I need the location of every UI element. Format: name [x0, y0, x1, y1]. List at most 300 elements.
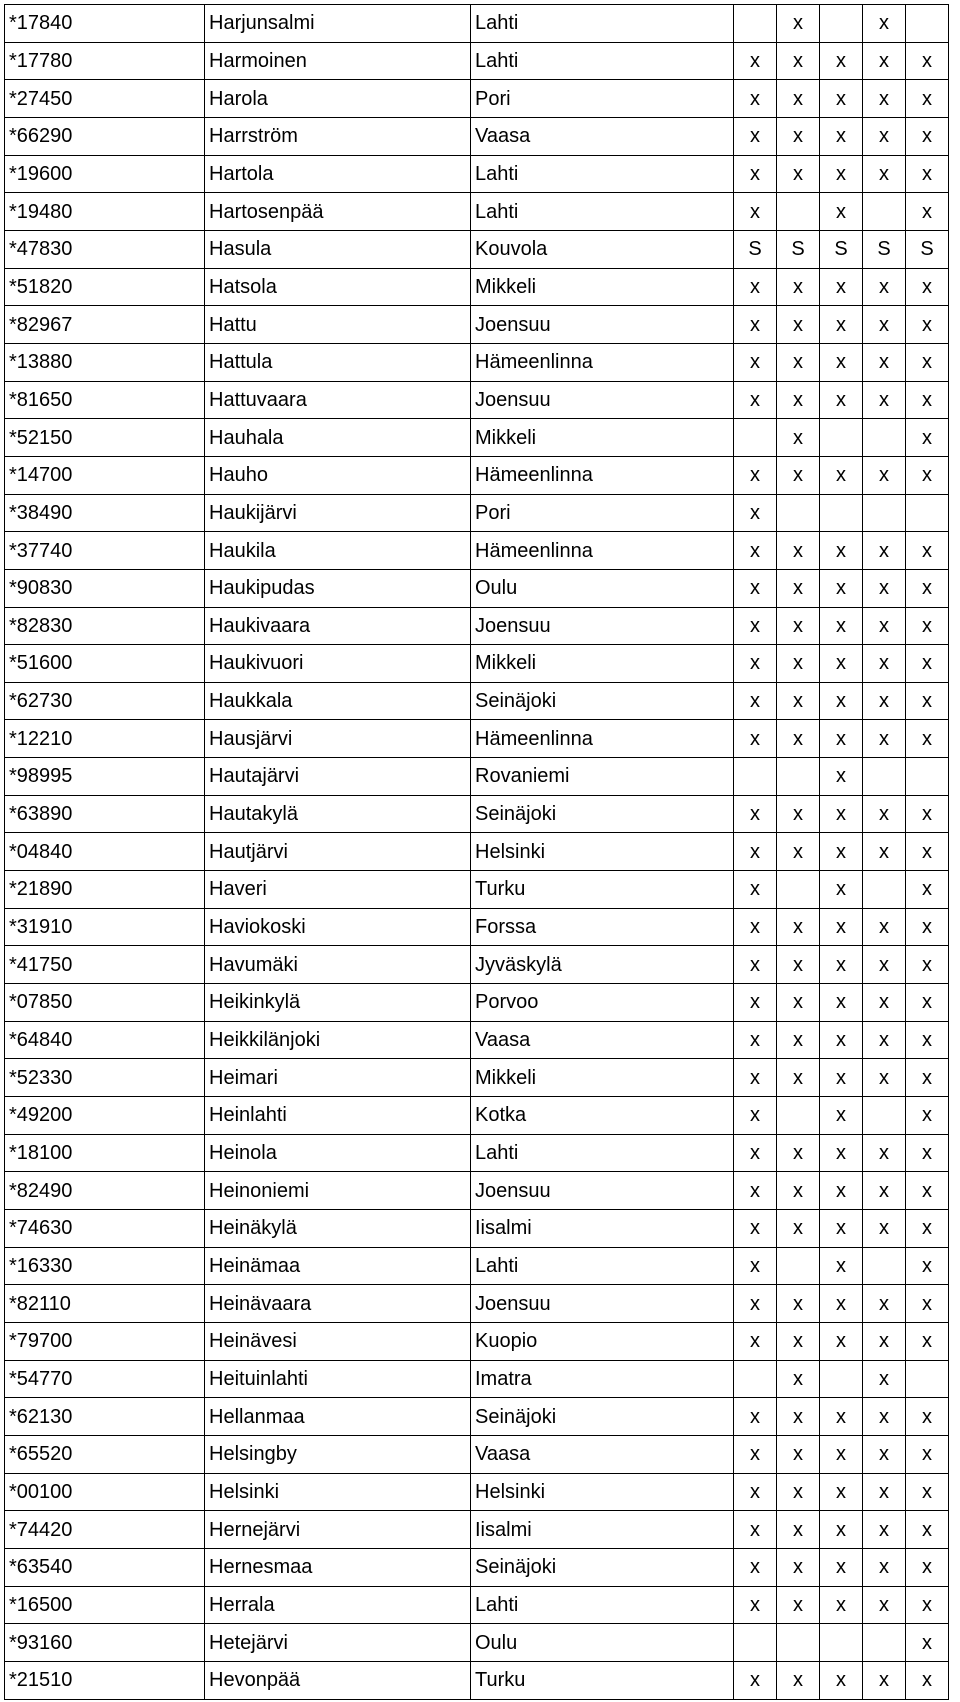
- region-city-cell: Vaasa: [471, 117, 734, 155]
- mark-cell-3: x: [820, 682, 863, 720]
- mark-cell-2: x: [777, 1586, 820, 1624]
- mark-cell-3: x: [820, 193, 863, 231]
- region-city-cell: Oulu: [471, 1624, 734, 1662]
- mark-cell-5: x: [906, 1661, 949, 1699]
- locality-name-cell: Heinävaara: [205, 1285, 471, 1323]
- mark-cell-4: x: [863, 833, 906, 871]
- locality-name-cell: Hattu: [205, 306, 471, 344]
- mark-cell-3: x: [820, 758, 863, 796]
- mark-cell-5: x: [906, 1398, 949, 1436]
- mark-cell-4: x: [863, 1360, 906, 1398]
- mark-cell-4: x: [863, 1473, 906, 1511]
- locality-name-cell: Hatsola: [205, 268, 471, 306]
- table-row: [5, 1021, 949, 1059]
- mark-cell-2: x: [777, 1059, 820, 1097]
- mark-cell-5: [906, 5, 949, 43]
- mark-cell-3: x: [820, 1661, 863, 1699]
- postal-code-cell: *79700: [5, 1322, 205, 1360]
- table-row: [5, 1360, 949, 1398]
- region-city-cell: Seinäjoki: [471, 1548, 734, 1586]
- region-city-cell: Turku: [471, 1661, 734, 1699]
- mark-cell-5: x: [906, 1097, 949, 1135]
- mark-cell-4: x: [863, 1021, 906, 1059]
- mark-cell-1: x: [734, 946, 777, 984]
- region-city-cell: Helsinki: [471, 833, 734, 871]
- mark-cell-1: x: [734, 1548, 777, 1586]
- region-city-cell: Joensuu: [471, 381, 734, 419]
- table-row: [5, 1247, 949, 1285]
- postal-code-table: [4, 4, 949, 1700]
- mark-cell-5: x: [906, 833, 949, 871]
- mark-cell-4: x: [863, 795, 906, 833]
- mark-cell-3: x: [820, 117, 863, 155]
- locality-name-cell: Heikinkylä: [205, 984, 471, 1022]
- table-row: [5, 1322, 949, 1360]
- region-city-cell: Lahti: [471, 193, 734, 231]
- postal-code-cell: *64840: [5, 1021, 205, 1059]
- postal-code-cell: *62130: [5, 1398, 205, 1436]
- mark-cell-2: S: [777, 230, 820, 268]
- region-city-cell: Pori: [471, 80, 734, 118]
- mark-cell-3: x: [820, 1134, 863, 1172]
- mark-cell-5: x: [906, 1285, 949, 1323]
- mark-cell-4: x: [863, 645, 906, 683]
- region-city-cell: Turku: [471, 871, 734, 909]
- table-row: [5, 42, 949, 80]
- table-row: [5, 946, 949, 984]
- mark-cell-4: x: [863, 1435, 906, 1473]
- mark-cell-4: x: [863, 1586, 906, 1624]
- mark-cell-3: [820, 1360, 863, 1398]
- postal-code-cell: *31910: [5, 908, 205, 946]
- mark-cell-1: x: [734, 1285, 777, 1323]
- mark-cell-3: x: [820, 1210, 863, 1248]
- mark-cell-5: x: [906, 80, 949, 118]
- region-city-cell: Lahti: [471, 5, 734, 43]
- mark-cell-5: x: [906, 720, 949, 758]
- mark-cell-2: x: [777, 1360, 820, 1398]
- mark-cell-4: x: [863, 343, 906, 381]
- mark-cell-5: x: [906, 42, 949, 80]
- mark-cell-3: x: [820, 569, 863, 607]
- mark-cell-1: x: [734, 871, 777, 909]
- mark-cell-2: x: [777, 1473, 820, 1511]
- mark-cell-2: x: [777, 1661, 820, 1699]
- mark-cell-4: x: [863, 569, 906, 607]
- mark-cell-2: x: [777, 908, 820, 946]
- table-row: [5, 5, 949, 43]
- mark-cell-1: x: [734, 682, 777, 720]
- locality-name-cell: Hartosenpää: [205, 193, 471, 231]
- mark-cell-2: x: [777, 5, 820, 43]
- locality-name-cell: Hausjärvi: [205, 720, 471, 758]
- mark-cell-3: x: [820, 1322, 863, 1360]
- postal-code-cell: *98995: [5, 758, 205, 796]
- mark-cell-1: x: [734, 1586, 777, 1624]
- mark-cell-3: [820, 494, 863, 532]
- locality-name-cell: Heinlahti: [205, 1097, 471, 1135]
- region-city-cell: Iisalmi: [471, 1210, 734, 1248]
- mark-cell-5: [906, 494, 949, 532]
- table-row: [5, 758, 949, 796]
- mark-cell-2: x: [777, 569, 820, 607]
- mark-cell-3: x: [820, 1172, 863, 1210]
- mark-cell-5: x: [906, 1247, 949, 1285]
- mark-cell-2: x: [777, 419, 820, 457]
- postal-code-cell: *74420: [5, 1511, 205, 1549]
- table-row: [5, 1134, 949, 1172]
- mark-cell-3: x: [820, 1398, 863, 1436]
- mark-cell-4: x: [863, 1548, 906, 1586]
- mark-cell-5: x: [906, 1322, 949, 1360]
- table-row: [5, 193, 949, 231]
- mark-cell-2: x: [777, 607, 820, 645]
- mark-cell-1: x: [734, 720, 777, 758]
- mark-cell-1: x: [734, 1097, 777, 1135]
- postal-code-cell: *41750: [5, 946, 205, 984]
- mark-cell-5: x: [906, 682, 949, 720]
- mark-cell-2: x: [777, 795, 820, 833]
- table-row: [5, 1661, 949, 1699]
- mark-cell-3: x: [820, 1548, 863, 1586]
- mark-cell-3: x: [820, 1059, 863, 1097]
- mark-cell-4: x: [863, 1172, 906, 1210]
- mark-cell-4: [863, 1247, 906, 1285]
- postal-code-cell: *12210: [5, 720, 205, 758]
- table-row: [5, 230, 949, 268]
- locality-name-cell: Harrström: [205, 117, 471, 155]
- mark-cell-5: x: [906, 645, 949, 683]
- locality-name-cell: Heinäkylä: [205, 1210, 471, 1248]
- postal-code-cell: *27450: [5, 80, 205, 118]
- locality-name-cell: Heinämaa: [205, 1247, 471, 1285]
- table-row: [5, 1624, 949, 1662]
- mark-cell-3: S: [820, 230, 863, 268]
- mark-cell-4: x: [863, 607, 906, 645]
- mark-cell-2: x: [777, 42, 820, 80]
- mark-cell-5: x: [906, 155, 949, 193]
- mark-cell-5: x: [906, 1435, 949, 1473]
- table-row: [5, 343, 949, 381]
- table-body: [5, 5, 949, 1700]
- mark-cell-1: x: [734, 42, 777, 80]
- mark-cell-4: x: [863, 1059, 906, 1097]
- postal-code-cell: *16330: [5, 1247, 205, 1285]
- mark-cell-5: x: [906, 306, 949, 344]
- mark-cell-5: x: [906, 1134, 949, 1172]
- locality-name-cell: Hevonpää: [205, 1661, 471, 1699]
- mark-cell-4: x: [863, 155, 906, 193]
- mark-cell-2: x: [777, 682, 820, 720]
- mark-cell-4: x: [863, 908, 906, 946]
- region-city-cell: Mikkeli: [471, 419, 734, 457]
- mark-cell-4: [863, 871, 906, 909]
- mark-cell-3: x: [820, 532, 863, 570]
- mark-cell-5: x: [906, 381, 949, 419]
- postal-code-cell: *93160: [5, 1624, 205, 1662]
- locality-name-cell: Haukivaara: [205, 607, 471, 645]
- mark-cell-4: x: [863, 268, 906, 306]
- mark-cell-1: x: [734, 1134, 777, 1172]
- mark-cell-2: x: [777, 833, 820, 871]
- mark-cell-2: x: [777, 946, 820, 984]
- mark-cell-5: x: [906, 569, 949, 607]
- region-city-cell: Joensuu: [471, 1285, 734, 1323]
- mark-cell-1: x: [734, 494, 777, 532]
- locality-name-cell: Haveri: [205, 871, 471, 909]
- mark-cell-1: x: [734, 1473, 777, 1511]
- mark-cell-1: x: [734, 908, 777, 946]
- table-row: [5, 1172, 949, 1210]
- locality-name-cell: Hasula: [205, 230, 471, 268]
- mark-cell-5: x: [906, 1548, 949, 1586]
- mark-cell-4: x: [863, 1285, 906, 1323]
- mark-cell-1: x: [734, 1511, 777, 1549]
- locality-name-cell: Heinoniemi: [205, 1172, 471, 1210]
- region-city-cell: Kuopio: [471, 1322, 734, 1360]
- mark-cell-2: x: [777, 155, 820, 193]
- postal-code-cell: *17840: [5, 5, 205, 43]
- table-row: [5, 456, 949, 494]
- mark-cell-2: x: [777, 1172, 820, 1210]
- table-row: [5, 984, 949, 1022]
- region-city-cell: Rovaniemi: [471, 758, 734, 796]
- table-row: [5, 795, 949, 833]
- table-row: [5, 117, 949, 155]
- mark-cell-3: [820, 5, 863, 43]
- mark-cell-4: x: [863, 80, 906, 118]
- mark-cell-3: x: [820, 1435, 863, 1473]
- locality-name-cell: Haukipudas: [205, 569, 471, 607]
- mark-cell-3: x: [820, 871, 863, 909]
- mark-cell-5: x: [906, 343, 949, 381]
- postal-code-cell: *62730: [5, 682, 205, 720]
- table-row: [5, 1473, 949, 1511]
- locality-name-cell: Helsinki: [205, 1473, 471, 1511]
- region-city-cell: Lahti: [471, 42, 734, 80]
- locality-name-cell: Heikkilänjoki: [205, 1021, 471, 1059]
- mark-cell-1: x: [734, 833, 777, 871]
- mark-cell-2: x: [777, 80, 820, 118]
- postal-code-cell: *63890: [5, 795, 205, 833]
- locality-name-cell: Hautjärvi: [205, 833, 471, 871]
- mark-cell-2: x: [777, 984, 820, 1022]
- table-row: [5, 908, 949, 946]
- mark-cell-2: x: [777, 1134, 820, 1172]
- mark-cell-3: x: [820, 1285, 863, 1323]
- mark-cell-4: x: [863, 946, 906, 984]
- mark-cell-4: [863, 758, 906, 796]
- postal-code-cell: *52330: [5, 1059, 205, 1097]
- table-row: [5, 1548, 949, 1586]
- locality-name-cell: Hetejärvi: [205, 1624, 471, 1662]
- postal-code-cell: *21890: [5, 871, 205, 909]
- mark-cell-1: x: [734, 1247, 777, 1285]
- mark-cell-3: x: [820, 306, 863, 344]
- mark-cell-5: x: [906, 1586, 949, 1624]
- mark-cell-5: x: [906, 1473, 949, 1511]
- mark-cell-2: x: [777, 1021, 820, 1059]
- mark-cell-4: x: [863, 1134, 906, 1172]
- region-city-cell: Seinäjoki: [471, 682, 734, 720]
- postal-code-cell: *74630: [5, 1210, 205, 1248]
- mark-cell-5: [906, 758, 949, 796]
- postal-code-cell: *17780: [5, 42, 205, 80]
- postal-code-cell: *21510: [5, 1661, 205, 1699]
- mark-cell-2: x: [777, 1398, 820, 1436]
- mark-cell-2: [777, 1097, 820, 1135]
- mark-cell-5: x: [906, 456, 949, 494]
- postal-code-cell: *63540: [5, 1548, 205, 1586]
- mark-cell-1: [734, 758, 777, 796]
- mark-cell-1: S: [734, 230, 777, 268]
- locality-name-cell: Harjunsalmi: [205, 5, 471, 43]
- locality-name-cell: Hernejärvi: [205, 1511, 471, 1549]
- mark-cell-1: x: [734, 1059, 777, 1097]
- locality-name-cell: Hellanmaa: [205, 1398, 471, 1436]
- mark-cell-3: x: [820, 984, 863, 1022]
- region-city-cell: Vaasa: [471, 1021, 734, 1059]
- locality-name-cell: Haukijärvi: [205, 494, 471, 532]
- postal-code-cell: *82490: [5, 1172, 205, 1210]
- table-row: [5, 1398, 949, 1436]
- mark-cell-3: x: [820, 645, 863, 683]
- mark-cell-3: x: [820, 1247, 863, 1285]
- mark-cell-4: x: [863, 1511, 906, 1549]
- mark-cell-4: x: [863, 984, 906, 1022]
- table-row: [5, 1285, 949, 1323]
- mark-cell-1: x: [734, 1172, 777, 1210]
- mark-cell-5: x: [906, 1021, 949, 1059]
- postal-code-cell: *82830: [5, 607, 205, 645]
- region-city-cell: Seinäjoki: [471, 795, 734, 833]
- region-city-cell: Kouvola: [471, 230, 734, 268]
- mark-cell-5: x: [906, 419, 949, 457]
- postal-code-cell: *66290: [5, 117, 205, 155]
- postal-code-cell: *19600: [5, 155, 205, 193]
- mark-cell-2: x: [777, 1322, 820, 1360]
- locality-name-cell: Hautajärvi: [205, 758, 471, 796]
- mark-cell-5: x: [906, 871, 949, 909]
- postal-code-cell: *38490: [5, 494, 205, 532]
- postal-code-cell: *47830: [5, 230, 205, 268]
- mark-cell-1: x: [734, 343, 777, 381]
- mark-cell-3: x: [820, 946, 863, 984]
- table-row: [5, 80, 949, 118]
- mark-cell-1: [734, 1360, 777, 1398]
- mark-cell-4: x: [863, 1661, 906, 1699]
- mark-cell-4: S: [863, 230, 906, 268]
- mark-cell-3: [820, 419, 863, 457]
- mark-cell-4: [863, 494, 906, 532]
- mark-cell-4: x: [863, 117, 906, 155]
- postal-code-cell: *00100: [5, 1473, 205, 1511]
- region-city-cell: Pori: [471, 494, 734, 532]
- locality-name-cell: Hartola: [205, 155, 471, 193]
- mark-cell-2: [777, 494, 820, 532]
- mark-cell-5: x: [906, 908, 949, 946]
- region-city-cell: Mikkeli: [471, 645, 734, 683]
- locality-name-cell: Haukila: [205, 532, 471, 570]
- mark-cell-5: x: [906, 795, 949, 833]
- postal-code-cell: *19480: [5, 193, 205, 231]
- region-city-cell: Jyväskylä: [471, 946, 734, 984]
- mark-cell-1: [734, 419, 777, 457]
- mark-cell-4: x: [863, 1398, 906, 1436]
- mark-cell-2: x: [777, 306, 820, 344]
- postal-code-cell: *13880: [5, 343, 205, 381]
- mark-cell-4: x: [863, 306, 906, 344]
- mark-cell-2: x: [777, 1511, 820, 1549]
- mark-cell-4: [863, 193, 906, 231]
- mark-cell-2: x: [777, 645, 820, 683]
- mark-cell-5: x: [906, 193, 949, 231]
- mark-cell-1: x: [734, 117, 777, 155]
- mark-cell-3: x: [820, 1586, 863, 1624]
- mark-cell-3: x: [820, 42, 863, 80]
- mark-cell-1: x: [734, 607, 777, 645]
- table-row: [5, 532, 949, 570]
- postal-code-cell: *52150: [5, 419, 205, 457]
- table-row: [5, 381, 949, 419]
- mark-cell-1: x: [734, 80, 777, 118]
- mark-cell-5: x: [906, 607, 949, 645]
- region-city-cell: Joensuu: [471, 607, 734, 645]
- locality-name-cell: Hauho: [205, 456, 471, 494]
- postal-code-cell: *51600: [5, 645, 205, 683]
- mark-cell-1: x: [734, 532, 777, 570]
- table-row: [5, 1210, 949, 1248]
- locality-name-cell: Haviokoski: [205, 908, 471, 946]
- mark-cell-4: x: [863, 5, 906, 43]
- mark-cell-2: x: [777, 1548, 820, 1586]
- mark-cell-1: x: [734, 1435, 777, 1473]
- locality-name-cell: Heituinlahti: [205, 1360, 471, 1398]
- mark-cell-3: x: [820, 720, 863, 758]
- mark-cell-1: x: [734, 1210, 777, 1248]
- mark-cell-5: x: [906, 1210, 949, 1248]
- region-city-cell: Lahti: [471, 1586, 734, 1624]
- locality-name-cell: Harmoinen: [205, 42, 471, 80]
- mark-cell-1: x: [734, 569, 777, 607]
- table-row: [5, 1435, 949, 1473]
- region-city-cell: Lahti: [471, 1247, 734, 1285]
- mark-cell-2: x: [777, 1435, 820, 1473]
- postal-code-cell: *37740: [5, 532, 205, 570]
- postal-code-cell: *65520: [5, 1435, 205, 1473]
- locality-name-cell: Heinävesi: [205, 1322, 471, 1360]
- mark-cell-5: [906, 1360, 949, 1398]
- table-row: [5, 1511, 949, 1549]
- mark-cell-2: x: [777, 117, 820, 155]
- region-city-cell: Lahti: [471, 155, 734, 193]
- table-row: [5, 833, 949, 871]
- region-city-cell: Forssa: [471, 908, 734, 946]
- mark-cell-5: x: [906, 1172, 949, 1210]
- mark-cell-2: x: [777, 720, 820, 758]
- postal-code-cell: *49200: [5, 1097, 205, 1135]
- mark-cell-2: x: [777, 1285, 820, 1323]
- mark-cell-3: x: [820, 833, 863, 871]
- mark-cell-5: x: [906, 268, 949, 306]
- locality-name-cell: Helsingby: [205, 1435, 471, 1473]
- table-row: [5, 306, 949, 344]
- region-city-cell: Mikkeli: [471, 1059, 734, 1097]
- locality-name-cell: Haukivuori: [205, 645, 471, 683]
- mark-cell-1: x: [734, 381, 777, 419]
- mark-cell-2: x: [777, 343, 820, 381]
- mark-cell-2: x: [777, 381, 820, 419]
